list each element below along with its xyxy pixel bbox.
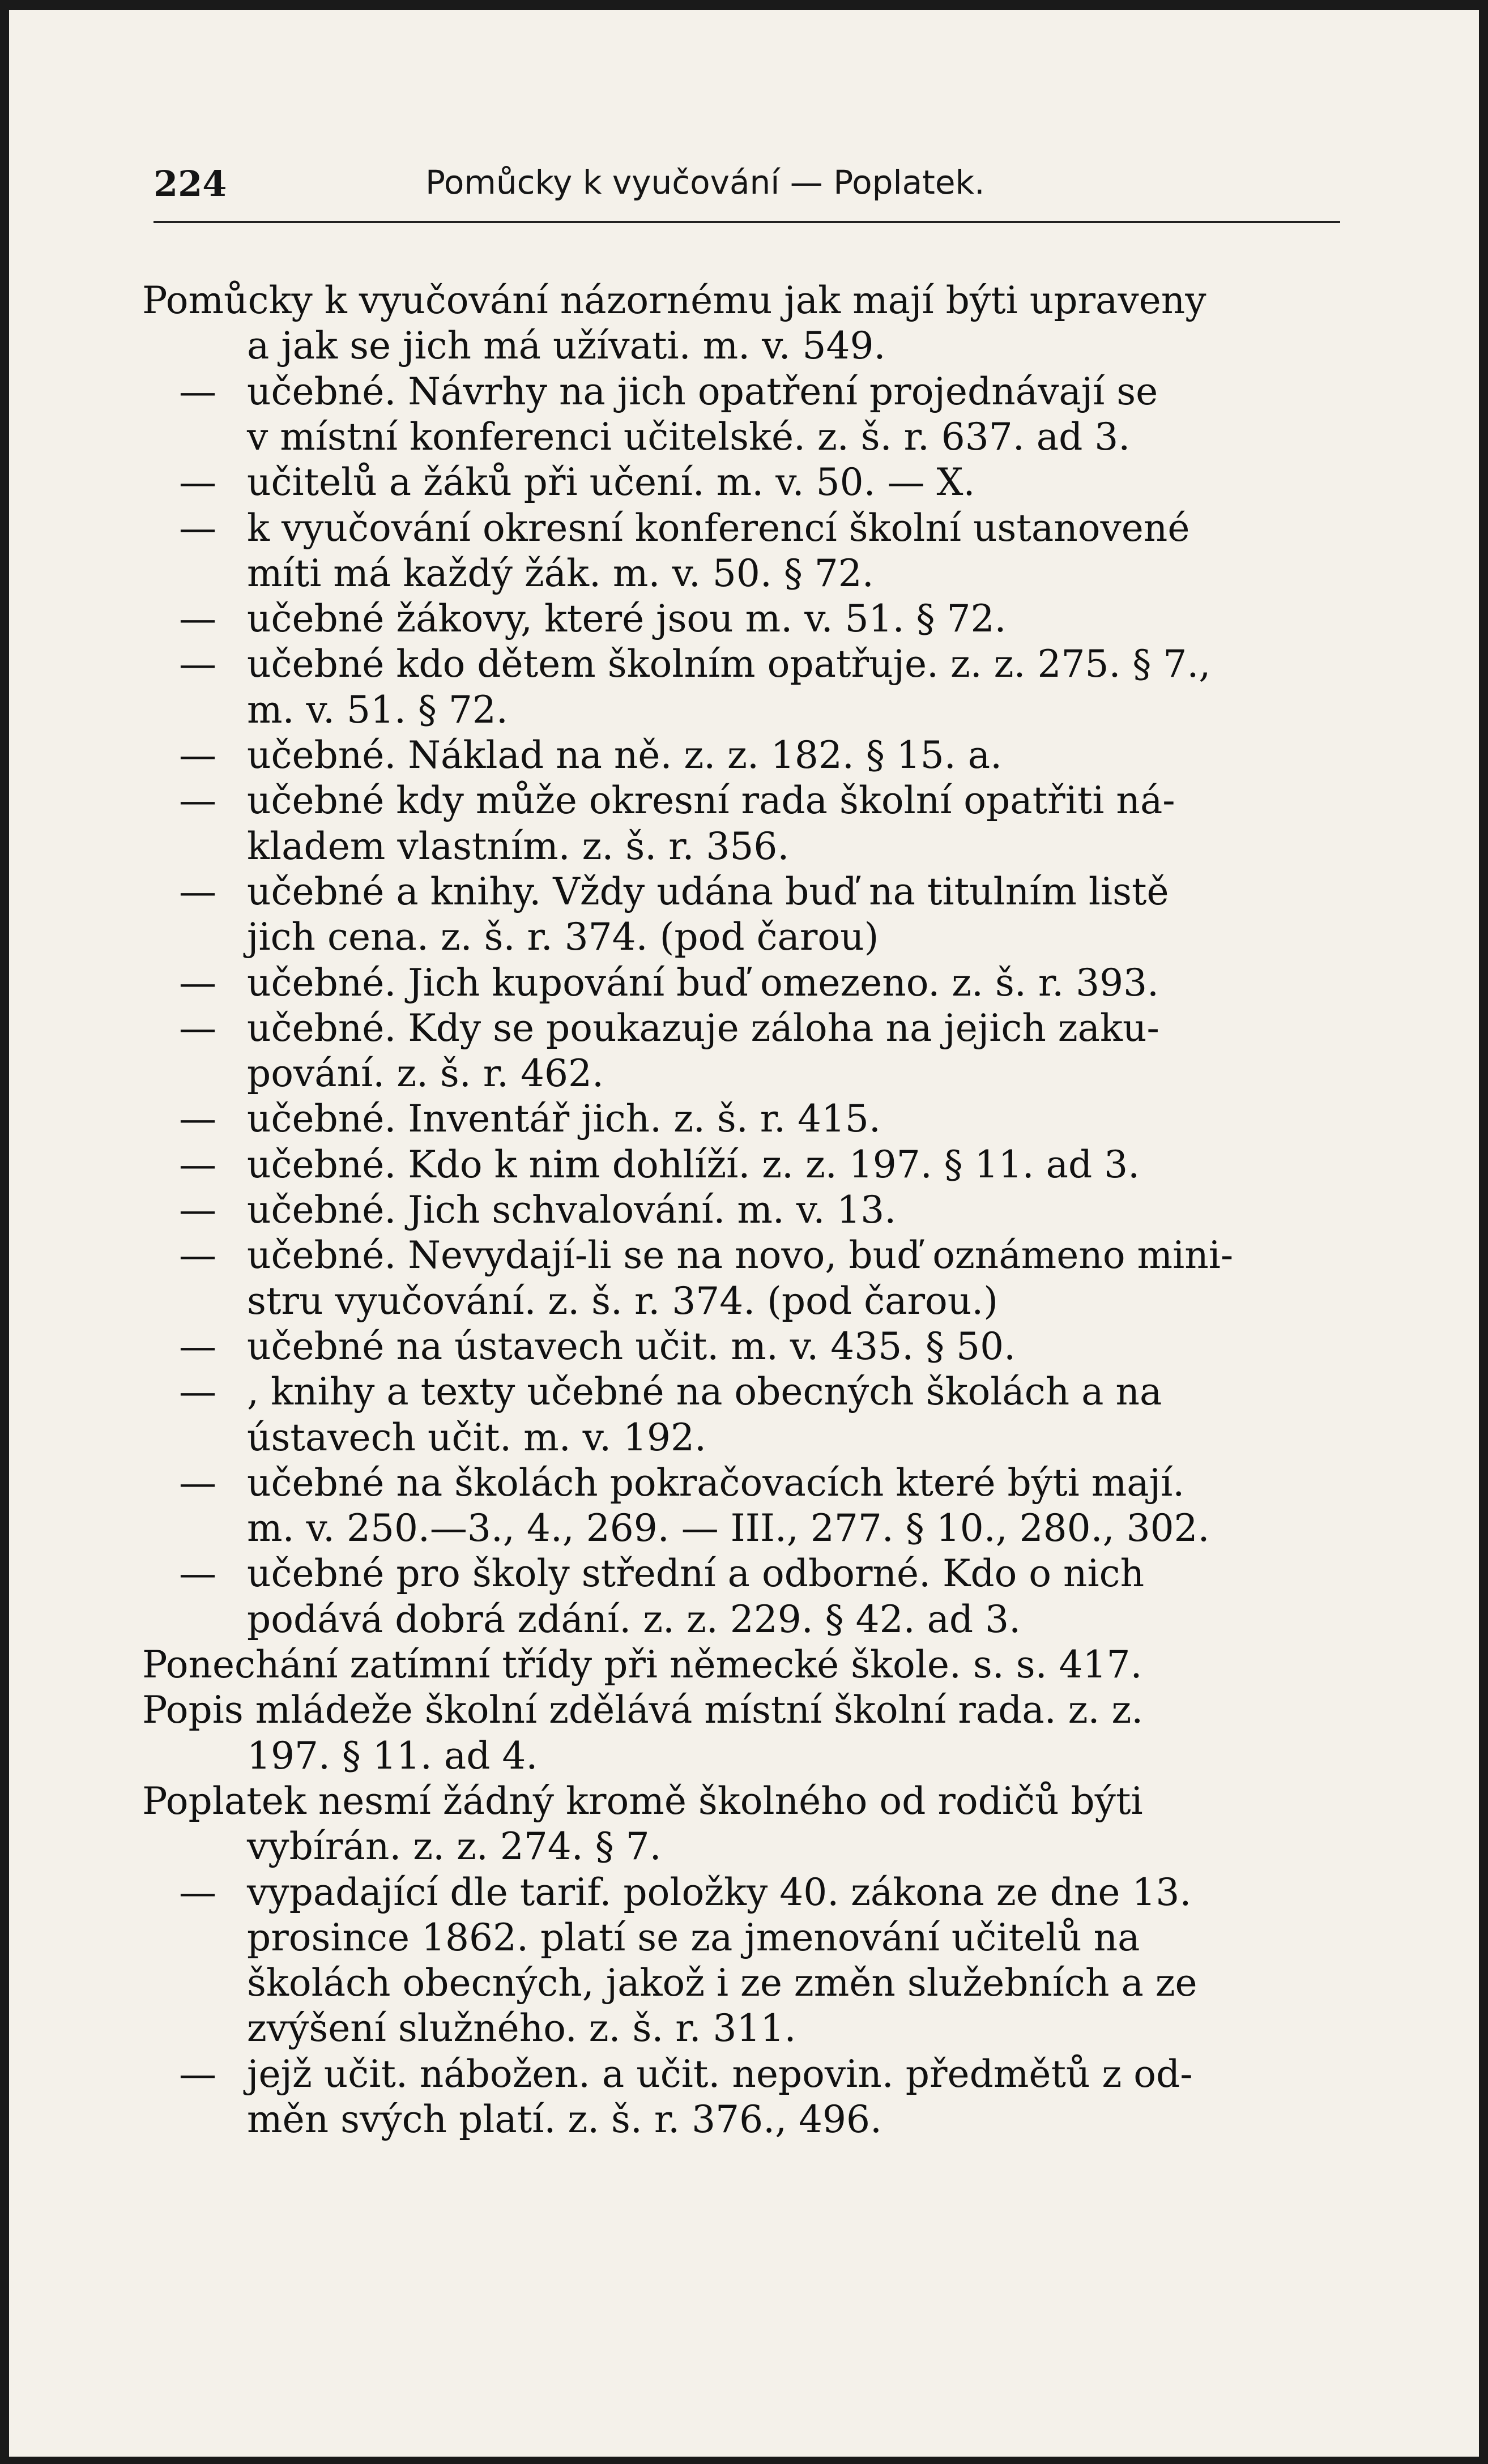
entry-text: vybírán. z. z. 274. § 7. — [247, 1825, 662, 1869]
entry-dash: — — [179, 1006, 216, 1050]
entry-text: školách obecných, jakož i ze změn služebních a ze — [247, 1961, 1197, 2005]
entry-dash: — — [179, 1324, 216, 1368]
entry-headword-line — [142, 1641, 1142, 1689]
entry-continuation-line — [247, 1732, 538, 1780]
entry-text: kladem vlastním. z. š. r. 356. — [247, 824, 790, 868]
entry-text: Ponechání zatímní třídy při německé škole. s. s. 417. — [142, 1643, 1142, 1686]
entry-continuation-line — [247, 1414, 706, 1462]
subentry-line — [179, 1322, 1016, 1371]
entry-continuation-line — [247, 913, 879, 962]
entry-continuation-line — [247, 686, 508, 734]
entry-dash: — — [179, 960, 216, 1005]
entry-continuation-line — [247, 1959, 1197, 2008]
entry-text: stru vyučování. z. š. r. 374. (pod čarou.) — [247, 1279, 998, 1323]
subentry-line — [179, 731, 1002, 780]
entry-headword-line — [142, 276, 1206, 325]
entry-text: učebné. Jich schvalování. m. v. 13. — [247, 1188, 897, 1232]
entry-text: Pomůcky k vyučování názornému jak mají býti upraveny — [142, 279, 1206, 322]
entry-text: m. v. 51. § 72. — [247, 687, 508, 732]
entry-dash: — — [179, 597, 216, 641]
entry-text: prosince 1862. platí se za jmenování učitelů na — [247, 1915, 1140, 1959]
entry-text: učebné pro školy střední a odborné. Kdo o nich — [247, 1552, 1145, 1596]
entry-continuation-line — [247, 549, 874, 598]
entry-text: učebné kdo dětem školním opatřuje. z. z. 275. § 7., — [247, 642, 1211, 686]
subentry-line — [179, 1095, 881, 1143]
entry-text: pování. z. š. r. 462. — [247, 1052, 604, 1096]
entry-text: učebné. Návrhy na jich opatření projednávají se — [247, 369, 1158, 413]
subentry-line — [179, 458, 975, 507]
subentry-line — [179, 1186, 896, 1235]
book-page — [9, 10, 1479, 2457]
entry-continuation-line — [247, 1277, 998, 1326]
subentry-line — [179, 2050, 1193, 2099]
entry-dash: — — [179, 369, 216, 413]
subentry-line — [179, 1004, 1159, 1053]
entry-continuation-line — [247, 2004, 796, 2053]
subentry-line — [179, 1549, 1144, 1598]
entry-text: měn svých platí. z. š. r. 376., 496. — [247, 2098, 882, 2141]
subentry-line — [179, 776, 1175, 825]
entry-dash: — — [179, 1097, 216, 1141]
entry-text: učebné. Náklad na ně. z. z. 182. § 15. a. — [247, 733, 1003, 777]
entry-text: k vyučování okresní konferencí školní ustanovené — [247, 506, 1190, 550]
entry-text: učebné. Kdo k nim dohlíží. z. z. 197. § 11. ad 3. — [247, 1142, 1140, 1186]
entry-continuation-line — [247, 1914, 1140, 1962]
entry-text: podává dobrá zdání. z. z. 229. § 42. ad 3. — [247, 1597, 1021, 1641]
entry-text: učitelů a žáků při učení. m. v. 50. — X. — [247, 460, 975, 505]
entry-text: , knihy a texty učebné na obecných školách a na — [247, 1370, 1162, 1414]
subentry-line — [179, 595, 1007, 643]
header-rule — [154, 221, 1340, 223]
entry-continuation-line — [247, 322, 885, 370]
entry-dash: — — [179, 506, 216, 550]
entry-continuation-line — [247, 1595, 1021, 1644]
entry-text: učebné žákovy, které jsou m. v. 51. § 72. — [247, 597, 1007, 641]
entry-dash: — — [179, 1370, 216, 1414]
subentry-line — [179, 368, 1158, 416]
entry-dash: — — [179, 1142, 216, 1186]
entry-text: ústavech učit. m. v. 192. — [247, 1415, 707, 1459]
entry-dash: — — [179, 2052, 216, 2096]
entry-dash: — — [179, 779, 216, 823]
entry-text: učebné na ústavech učit. m. v. 435. § 50. — [247, 1324, 1016, 1368]
entry-text: Popis mládeže školní zdělává místní školní rada. z. z. — [142, 1688, 1144, 1732]
entry-dash: — — [179, 1188, 216, 1232]
subentry-line — [179, 1368, 1162, 1416]
entry-continuation-line — [247, 413, 1130, 462]
entry-text: Poplatek nesmí žádný kromě školného od rodičů býti — [142, 1779, 1143, 1823]
subentry-line — [179, 1868, 1191, 1917]
subentry-line — [179, 959, 1159, 1007]
subentry-line — [179, 1141, 1140, 1189]
entry-text: míti má každý žák. m. v. 50. § 72. — [247, 551, 874, 595]
entry-headword-line — [142, 1686, 1143, 1735]
entry-text: učebné a knihy. Vždy udána buď na titulním listě — [247, 869, 1169, 913]
page-number: 224 — [154, 163, 227, 204]
entry-continuation-line — [247, 1504, 1210, 1553]
entry-text: m. v. 250.—3., 4., 269. — III., 277. § 10., 280., 302. — [247, 1506, 1210, 1551]
entry-text: 197. § 11. ad 4. — [247, 1733, 538, 1778]
entry-text: učebné. Kdy se poukazuje záloha na jejich zaku- — [247, 1006, 1159, 1050]
entry-text: učebné kdy může okresní rada školní opatřiti ná- — [247, 779, 1175, 823]
entry-dash: — — [179, 1870, 216, 1914]
entry-continuation-line — [247, 1822, 662, 1871]
entry-text: učebné. Nevydají-li se na novo, buď oznámeno mini- — [247, 1233, 1234, 1278]
running-title: Pomůcky k vyučování — Poplatek. — [425, 163, 985, 202]
entry-continuation-line — [247, 822, 789, 871]
entry-text: učebné. Jich kupování buď omezeno. z. š. r. 393. — [247, 960, 1159, 1005]
entry-dash: — — [179, 642, 216, 686]
entry-dash: — — [179, 869, 216, 913]
subentry-line — [179, 504, 1189, 553]
subentry-line — [179, 1459, 1184, 1508]
entry-text: v místní konferenci učitelské. z. š. r. 637. ad 3. — [247, 415, 1131, 459]
entry-continuation-line — [247, 2095, 882, 2144]
entry-text: jejž učit. nábožen. a učit. nepovin. předmětů z od- — [247, 2052, 1193, 2096]
subentry-line — [179, 868, 1169, 916]
entry-text: a jak se jich má užívati. m. v. 549. — [247, 324, 886, 368]
subentry-line — [179, 640, 1210, 689]
entry-text: jich cena. z. š. r. 374. (pod čarou) — [247, 915, 879, 959]
entry-text: vypadající dle tarif. položky 40. zákona ze dne 13. — [247, 1870, 1192, 1914]
entry-dash: — — [179, 1552, 216, 1596]
entry-text: učebné. Inventář jich. z. š. r. 415. — [247, 1097, 881, 1141]
entry-dash: — — [179, 733, 216, 777]
entry-continuation-line — [247, 1049, 604, 1098]
entry-text: učebné na školách pokračovacích které býti mají. — [247, 1461, 1185, 1505]
entry-dash: — — [179, 1461, 216, 1505]
entry-headword-line — [142, 1777, 1143, 1826]
entry-dash: — — [179, 1233, 216, 1278]
entry-dash: — — [179, 460, 216, 505]
subentry-line — [179, 1231, 1233, 1280]
entry-text: zvýšení služného. z. š. r. 311. — [247, 2006, 796, 2051]
